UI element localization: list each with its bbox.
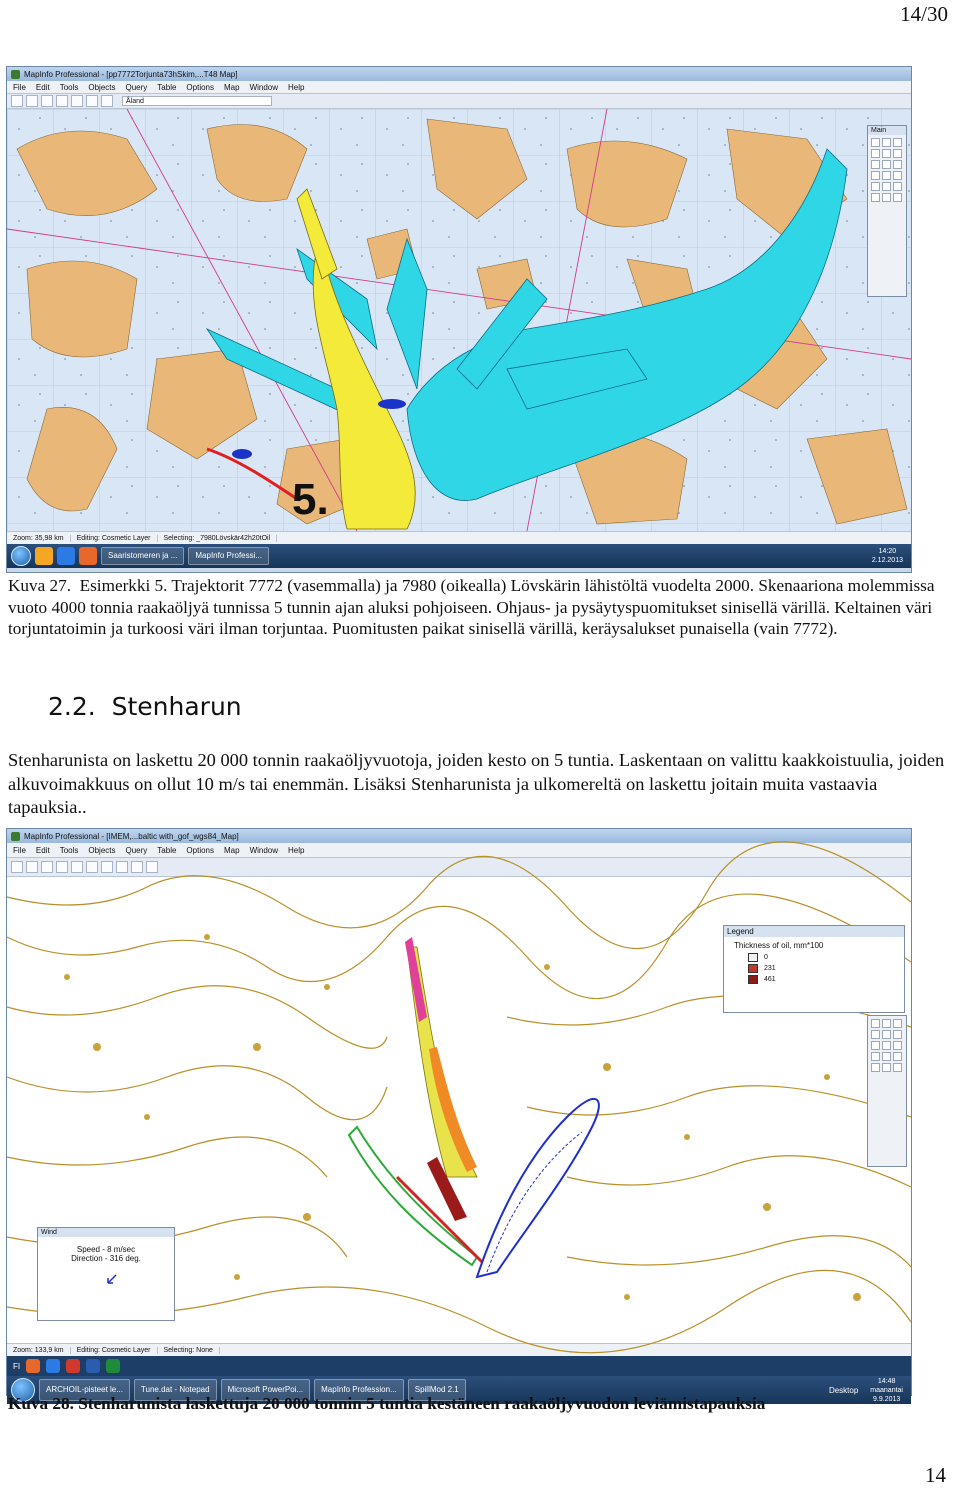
boundary-tool-icon[interactable] bbox=[882, 149, 891, 158]
radius-tool-icon[interactable] bbox=[893, 138, 902, 147]
menu-map[interactable]: Map bbox=[224, 82, 240, 92]
ie-icon[interactable] bbox=[57, 547, 75, 565]
taskbar-item[interactable]: ARCHOIL-pisteet le... bbox=[39, 1379, 130, 1401]
print-icon[interactable] bbox=[56, 95, 68, 107]
taskbar-item-word[interactable]: Saaristomeren ja ... bbox=[101, 547, 184, 565]
info-icon[interactable] bbox=[871, 171, 880, 180]
window-title: MapInfo Professional - [IMEM,...baltic with_gof_wgs84_Map] bbox=[24, 831, 239, 841]
taskbar-item[interactable]: SpillMod 2.1 bbox=[408, 1379, 466, 1401]
language-indicator: FI bbox=[13, 1361, 21, 1371]
pan-icon[interactable] bbox=[893, 160, 902, 169]
palette-title: Main bbox=[868, 126, 906, 135]
menu-objects[interactable]: Objects bbox=[88, 845, 116, 855]
status-bar bbox=[7, 531, 911, 544]
section-number: 2.2. bbox=[48, 692, 96, 721]
page-counter: 14/30 bbox=[900, 2, 948, 26]
annotation-label: 5. bbox=[292, 475, 329, 524]
info-icon[interactable] bbox=[871, 1041, 880, 1050]
menu-help[interactable]: Help bbox=[288, 845, 305, 855]
select-tool-icon[interactable] bbox=[871, 138, 880, 147]
window-title-bar bbox=[7, 67, 911, 81]
legend-window[interactable] bbox=[723, 925, 905, 1013]
radius-tool-icon[interactable] bbox=[893, 1019, 902, 1028]
open-icon[interactable] bbox=[26, 861, 38, 873]
menu-options[interactable]: Options bbox=[186, 82, 214, 92]
zoom-out-icon[interactable] bbox=[893, 1030, 902, 1039]
legend-icon[interactable] bbox=[871, 1063, 880, 1072]
menu-options[interactable]: Options bbox=[186, 845, 214, 855]
status-editing: Editing: Cosmetic Layer bbox=[71, 535, 158, 542]
figure-2-caption: Kuva 28. Stenharunista laskettuja 20 000 tonnin 5 tuntia kestäneen raakaöljyvuodon leviämistapauksia bbox=[8, 1394, 766, 1413]
status-bar bbox=[7, 1343, 911, 1356]
menu-edit[interactable]: Edit bbox=[35, 845, 50, 855]
menu-edit[interactable]: Edit bbox=[35, 82, 50, 92]
legend-row bbox=[724, 974, 904, 985]
new-browser-icon[interactable] bbox=[146, 861, 158, 873]
save-icon[interactable] bbox=[41, 861, 53, 873]
paste-icon[interactable] bbox=[101, 95, 113, 107]
invert-tool-icon[interactable] bbox=[893, 149, 902, 158]
firefox-icon[interactable] bbox=[79, 547, 97, 565]
wind-speed: Speed - 8 m/sec bbox=[76, 1245, 136, 1254]
cut-icon[interactable] bbox=[71, 95, 83, 107]
mapinfo-logo-icon bbox=[11, 832, 20, 841]
ruler-icon[interactable] bbox=[882, 182, 891, 191]
legend-heading: Thickness of oil, mm*100 bbox=[734, 941, 824, 950]
system-tray-clock bbox=[872, 547, 907, 565]
select-tool-icon[interactable] bbox=[871, 1019, 880, 1028]
taskbar-item-mapinfo[interactable]: MapInfo Professi... bbox=[188, 547, 269, 565]
window-title-bar bbox=[7, 829, 911, 843]
section-paragraph: Stenharunista on laskettu 20 000 tonnin raakaöljyvuotoja, joiden kesto on 5 tuntia. Laskentaan on valittu kaakkoistuulia, joiden alkuvoimakkuus on ollut 10 m/s tai enemmän. Lisäksi Stenharunista ja ulkomereltä on laskettu joitain muita vastaavia tapauksia.. bbox=[8, 750, 945, 818]
main-tool-palette bbox=[867, 125, 907, 297]
new-icon[interactable] bbox=[11, 861, 23, 873]
ruler-icon[interactable] bbox=[871, 1052, 880, 1061]
menu-tools[interactable]: Tools bbox=[59, 82, 79, 92]
menu-table[interactable]: Table bbox=[157, 845, 177, 855]
undo-icon[interactable] bbox=[116, 861, 128, 873]
wind-window[interactable] bbox=[37, 1227, 175, 1321]
marquee-tool-icon[interactable] bbox=[882, 138, 891, 147]
legend-value-231: 231 bbox=[764, 965, 776, 972]
caption-1-label: Kuva 27. bbox=[8, 576, 72, 595]
layer-control-icon[interactable] bbox=[893, 182, 902, 191]
polygon-tool-icon[interactable] bbox=[871, 149, 880, 158]
menu-window[interactable]: Window bbox=[249, 82, 279, 92]
legend-icon[interactable] bbox=[882, 193, 891, 202]
powerpoint-icon[interactable] bbox=[66, 1359, 80, 1373]
tray-date: 2.12.2013 bbox=[871, 557, 903, 564]
excel-icon[interactable] bbox=[106, 1359, 120, 1373]
legend-value-461: 461 bbox=[764, 976, 776, 983]
map-window-1[interactable] bbox=[7, 109, 911, 531]
status-selecting: Selecting: _7980Lövskär42h20tOil bbox=[158, 535, 278, 542]
paste-icon[interactable] bbox=[101, 861, 113, 873]
wind-title: Wind bbox=[38, 1228, 174, 1237]
quick-launch-bar bbox=[7, 1356, 911, 1376]
clip-region-icon[interactable] bbox=[893, 193, 902, 202]
ie-icon[interactable] bbox=[46, 1359, 60, 1373]
legend-row bbox=[724, 963, 904, 974]
save-icon[interactable] bbox=[41, 95, 53, 107]
status-zoom: Zoom: 133,9 km bbox=[7, 1347, 71, 1354]
copy-icon[interactable] bbox=[86, 95, 98, 107]
statistics-icon[interactable] bbox=[871, 193, 880, 202]
windows-taskbar bbox=[7, 544, 911, 568]
menu-tools[interactable]: Tools bbox=[59, 845, 79, 855]
copy-icon[interactable] bbox=[86, 861, 98, 873]
zoom-out-icon[interactable] bbox=[882, 160, 891, 169]
legend-swatch-0 bbox=[748, 953, 758, 962]
nautical-chart bbox=[7, 109, 911, 531]
menu-help[interactable]: Help bbox=[288, 82, 305, 92]
system-tray-clock bbox=[870, 1377, 907, 1404]
menu-window[interactable]: Window bbox=[249, 845, 279, 855]
main-tool-palette bbox=[867, 1015, 907, 1167]
statistics-icon[interactable] bbox=[893, 1052, 902, 1061]
new-icon[interactable] bbox=[11, 95, 23, 107]
layer-control-icon[interactable] bbox=[882, 1052, 891, 1061]
toolbar bbox=[7, 858, 911, 877]
marquee-tool-icon[interactable] bbox=[882, 1019, 891, 1028]
palette-tools bbox=[868, 1016, 906, 1075]
menu-query[interactable]: Query bbox=[125, 845, 148, 855]
status-zoom: Zoom: 35,98 km bbox=[7, 535, 71, 542]
legend-swatch-231 bbox=[748, 964, 758, 973]
figure-2-screenshot bbox=[6, 828, 912, 1403]
menu-file[interactable]: File bbox=[13, 82, 26, 92]
page-number: 14 bbox=[925, 1463, 946, 1487]
start-button-icon[interactable] bbox=[11, 546, 31, 566]
firefox-icon[interactable] bbox=[26, 1359, 40, 1373]
menu-objects[interactable]: Objects bbox=[88, 82, 116, 92]
legend-row bbox=[724, 952, 904, 963]
taskbar-item[interactable]: MapInfo Profession... bbox=[314, 1379, 404, 1401]
open-icon[interactable] bbox=[26, 95, 38, 107]
taskbar-item[interactable]: Microsoft PowerPoi... bbox=[221, 1379, 311, 1401]
label-icon[interactable] bbox=[882, 171, 891, 180]
polygon-tool-icon[interactable] bbox=[871, 1030, 880, 1039]
tray-time: 14:48 bbox=[877, 1377, 896, 1385]
figure-1-screenshot bbox=[6, 66, 912, 573]
drag-map-icon[interactable] bbox=[871, 182, 880, 191]
legend-title: Legend bbox=[724, 926, 904, 937]
palette-tools bbox=[868, 135, 906, 205]
status-selecting: Selecting: None bbox=[158, 1347, 220, 1354]
label-icon[interactable] bbox=[882, 1041, 891, 1050]
hotlink-icon[interactable] bbox=[893, 1041, 902, 1050]
set-clip-icon[interactable] bbox=[893, 1063, 902, 1072]
mapinfo-logo-icon bbox=[11, 70, 20, 79]
tray-day: maanantai bbox=[870, 1386, 903, 1394]
zoom-in-icon[interactable] bbox=[871, 160, 880, 169]
caption-1-text: Esimerkki 5. Trajektorit 7772 (vasemmalla) ja 7980 (oikealla) Lövskärin lähistöltä vuodelta 2000. Skenaariona molemmissa vuoto 4000 tonnia raakaöljyä tunnissa 5 tunnin ajan aluksi pohjoiseen. Ohjaus- ja pysäytyspuomitukset sinisellä värillä. Keltainen väri torjuntatoimin ja turkoosi väri ilman torjuntaa. Puomitusten paikat sinisellä värillä, keräysalukset punaisella (vain 7772). bbox=[8, 576, 935, 638]
hotlink-icon[interactable] bbox=[893, 171, 902, 180]
menu-bar bbox=[7, 843, 911, 858]
window-title: MapInfo Professional - [pp7772Torjunta73hSkim,...T48 Map] bbox=[24, 69, 238, 79]
clip-region-icon[interactable] bbox=[882, 1063, 891, 1072]
layer-dropdown[interactable]: Åland bbox=[122, 96, 272, 106]
legend-swatch-461 bbox=[748, 975, 758, 984]
legend-value-0: 0 bbox=[764, 954, 768, 961]
desktop-button[interactable]: Desktop bbox=[828, 1385, 859, 1395]
menu-file[interactable]: File bbox=[13, 845, 26, 855]
taskbar-item[interactable]: Tune.dat - Notepad bbox=[134, 1379, 217, 1401]
wind-arrow-icon bbox=[38, 1263, 174, 1303]
figure-1-caption bbox=[8, 575, 938, 640]
cut-icon[interactable] bbox=[71, 861, 83, 873]
menu-map[interactable]: Map bbox=[224, 845, 240, 855]
status-editing: Editing: Cosmetic Layer bbox=[71, 1347, 158, 1354]
new-mapper-icon[interactable] bbox=[131, 861, 143, 873]
menu-bar bbox=[7, 81, 911, 94]
menu-query[interactable]: Query bbox=[125, 82, 148, 92]
word-icon[interactable] bbox=[86, 1359, 100, 1373]
print-icon[interactable] bbox=[56, 861, 68, 873]
tray-time: 14:20 bbox=[878, 548, 897, 555]
zoom-in-icon[interactable] bbox=[882, 1030, 891, 1039]
wind-direction: Direction - 316 deg. bbox=[71, 1254, 141, 1263]
explorer-icon[interactable] bbox=[35, 547, 53, 565]
toolbar bbox=[7, 94, 911, 109]
menu-table[interactable]: Table bbox=[157, 82, 177, 92]
map-window-2[interactable] bbox=[7, 877, 911, 1343]
tray-date: 9.9.2013 bbox=[873, 1395, 901, 1403]
section-title: Stenharun bbox=[111, 692, 242, 721]
section-heading bbox=[48, 692, 242, 721]
